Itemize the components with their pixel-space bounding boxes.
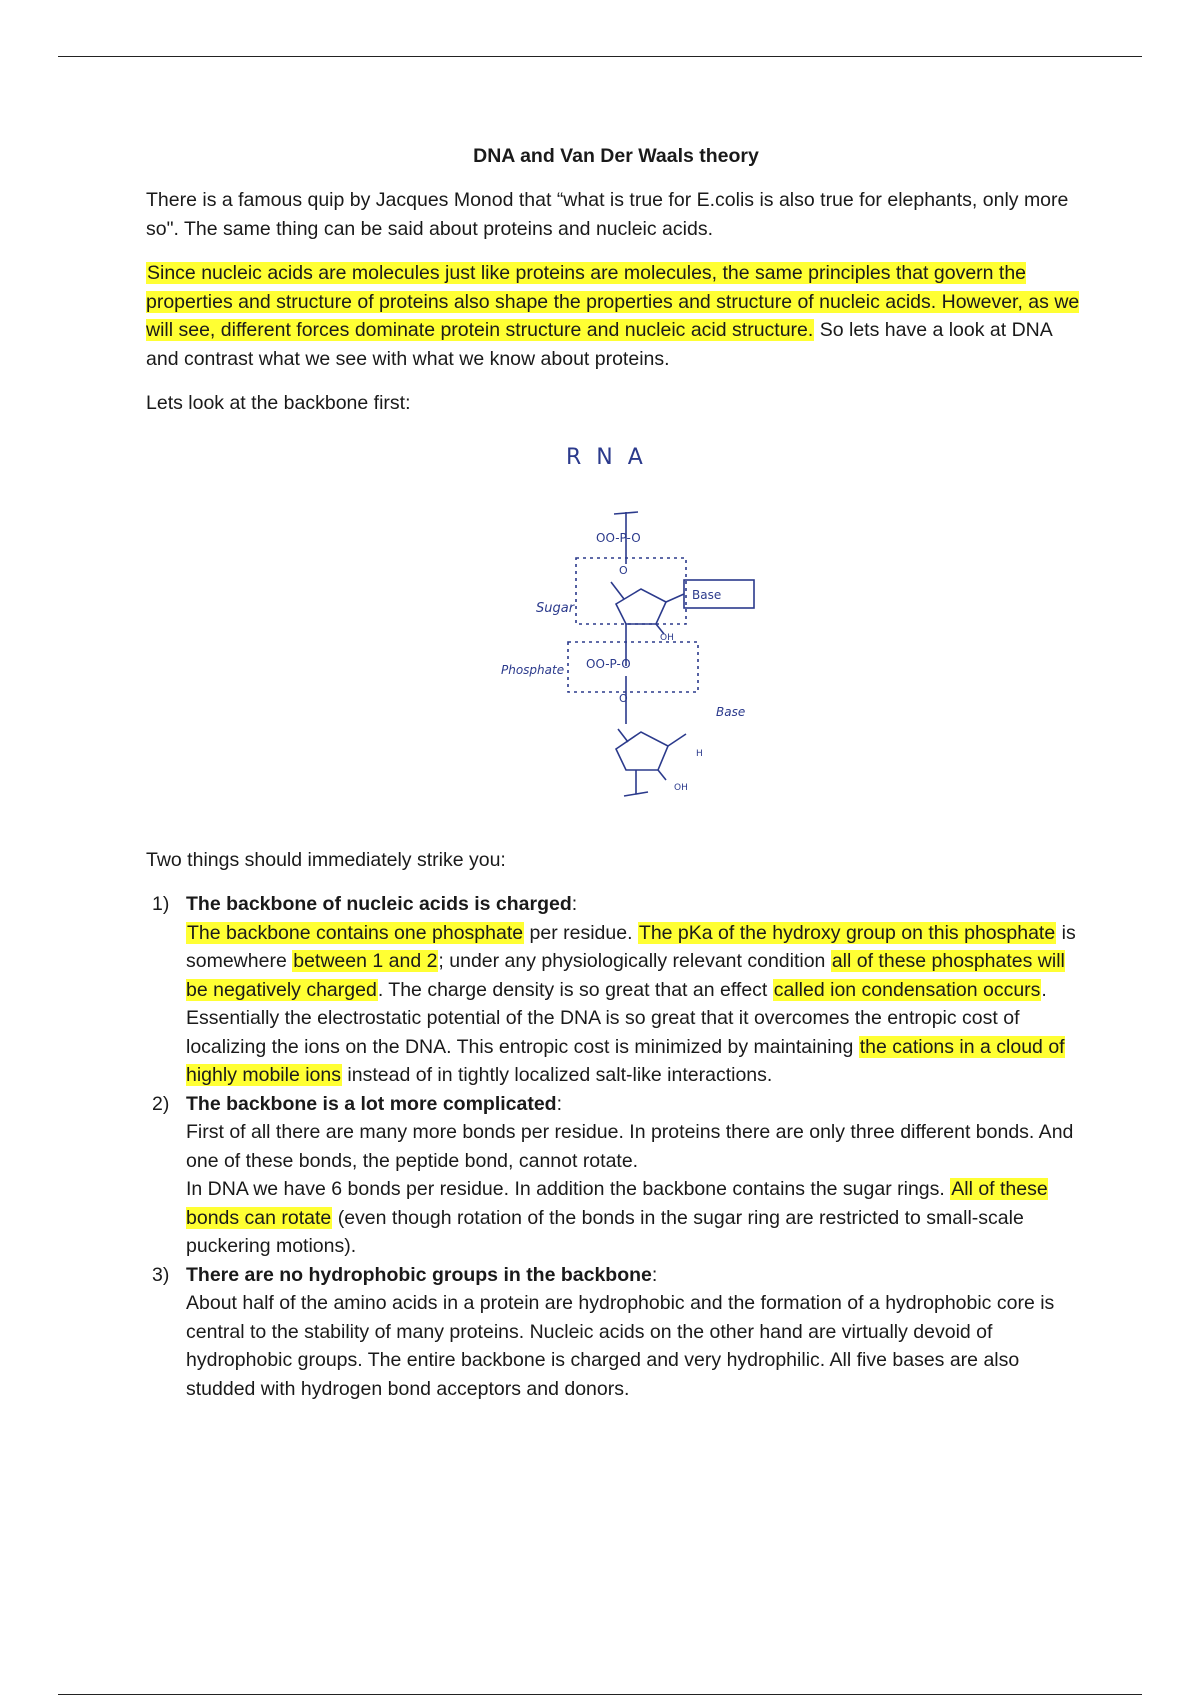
- h-label: H: [696, 748, 703, 759]
- list-number: 2): [152, 1092, 170, 1115]
- list-number: 1): [152, 893, 170, 915]
- figure-title: R N A: [566, 444, 647, 470]
- body-text: per residue.: [524, 921, 638, 944]
- backbone-intro: Lets look at the backbone first:: [146, 392, 411, 414]
- list-item: [146, 1090, 1086, 1261]
- oxygen-label: O: [619, 691, 628, 705]
- principles-paragraph: [146, 259, 1086, 373]
- list-heading-colon: :: [651, 1263, 658, 1286]
- body-text: (even though rotation of the bonds in the sugar ring are restricted to small-scale puckering motions).: [186, 1206, 1024, 1257]
- body-text: instead of in tightly localized salt-like interactions.: [342, 1064, 773, 1086]
- page-title: DNA and Van Der Waals theory: [473, 145, 759, 167]
- base-label-1: Base: [692, 587, 722, 602]
- highlight: between 1 and 2: [293, 950, 438, 972]
- list-heading-text: The backbone is a lot more complicated: [186, 1092, 557, 1115]
- highlight: Since nucleic acids are molecules just like proteins are molecules, the same principles that govern the properties and structure of proteins also shape the properties and structure of nucleic acids. However, as we will see, different forces dominate protein structure and nucleic acid structure.: [146, 262, 1080, 341]
- list-body: [186, 1118, 1086, 1261]
- paragraph-text: So lets have a look at DNA and contrast what we see with what we know about proteins.: [146, 319, 1052, 370]
- bond-line: [658, 770, 666, 780]
- body-text: . Essentially the electrostatic potential of the DNA is so great that it overcomes the entropic cost of localizing the ions on the DNA. This entropic cost is minimized by maintaining: [186, 978, 1047, 1058]
- highlight: The backbone contains one phosphate: [187, 921, 524, 944]
- phosphate-top: OO-P-O: [596, 530, 641, 545]
- body-text: In DNA we have 6 bonds per residue. In addition the backbone contains the sugar rings.: [186, 1178, 951, 1200]
- bond-line: [614, 512, 638, 514]
- list-heading-colon: :: [556, 1092, 563, 1115]
- body-text: ; under any physiologically relevant condition: [438, 950, 831, 972]
- base-label-2: Base: [716, 704, 746, 719]
- bond-line: [668, 734, 686, 746]
- rna-backbone-sketch: [146, 434, 1086, 834]
- bond-line: [666, 594, 684, 602]
- sugar-box: [576, 558, 686, 624]
- document-body: [146, 142, 1086, 1403]
- body-text: . The charge density is so great that an effect: [377, 978, 773, 1001]
- sugar-label: Sugar: [536, 600, 575, 616]
- list-body: [186, 1289, 1086, 1403]
- phosphate-mid: OO-P-O: [586, 656, 631, 671]
- list-heading-text: The backbone of nucleic acids is charged: [186, 893, 572, 915]
- body-text: is somewhere: [186, 921, 1076, 972]
- bond-line: [618, 729, 628, 742]
- list-item: [146, 1261, 1086, 1404]
- list-heading: [186, 1261, 1086, 1290]
- highlight: called ion condensation occurs: [773, 978, 1041, 1001]
- intro-paragraph: There is a famous quip by Jacques Monod that “what is true for E.colis is also true for elephants, only more so". The same thing can be said about proteins and nucleic acids.: [146, 189, 1069, 240]
- highlight: All of these bonds can rotate: [186, 1178, 1048, 1229]
- list-heading-text: There are no hydrophobic groups in the backbone: [186, 1263, 652, 1286]
- list-item: [146, 890, 1086, 1090]
- list-heading: [186, 890, 1086, 919]
- bond-line: [611, 582, 624, 599]
- oxygen-label: O: [619, 563, 628, 577]
- header-rule: [58, 56, 1142, 57]
- footer-rule: [58, 1694, 1142, 1695]
- list-body: [186, 919, 1086, 1090]
- body-text: About half of the amino acids in a protein are hydrophobic and the formation of a hydrophobic core is central to the stability of many proteins. Nucleic acids on the other hand are virtually devoid of hydrophobic groups. The entire backbone is charged and very hydrophilic. All five bases are also studded with hydrogen bond acceptors and donors.: [186, 1292, 1055, 1400]
- oh-label-1: OH: [660, 632, 674, 643]
- list-heading-colon: :: [571, 893, 578, 915]
- body-text: First of all there are many more bonds per residue. In proteins there are only three different bonds. And one of these bonds, the peptide bond, cannot rotate.: [186, 1121, 1074, 1172]
- highlight: The pKa of the hydroxy group on this phosphate: [638, 921, 1056, 944]
- highlight: all of these phosphates will be negatively charged: [186, 950, 1065, 1001]
- list-number: 3): [152, 1263, 170, 1286]
- highlight: the cations in a cloud of highly mobile ions: [186, 1035, 1065, 1086]
- oh-label-2: OH: [674, 782, 688, 793]
- rna-sketch-svg: [446, 434, 786, 814]
- list-heading: [186, 1090, 1086, 1119]
- numbered-list: [146, 890, 1086, 1403]
- two-things-paragraph: Two things should immediately strike you:: [146, 848, 506, 871]
- phosphate-label: Phosphate: [501, 662, 565, 677]
- sugar-ring: [616, 589, 666, 624]
